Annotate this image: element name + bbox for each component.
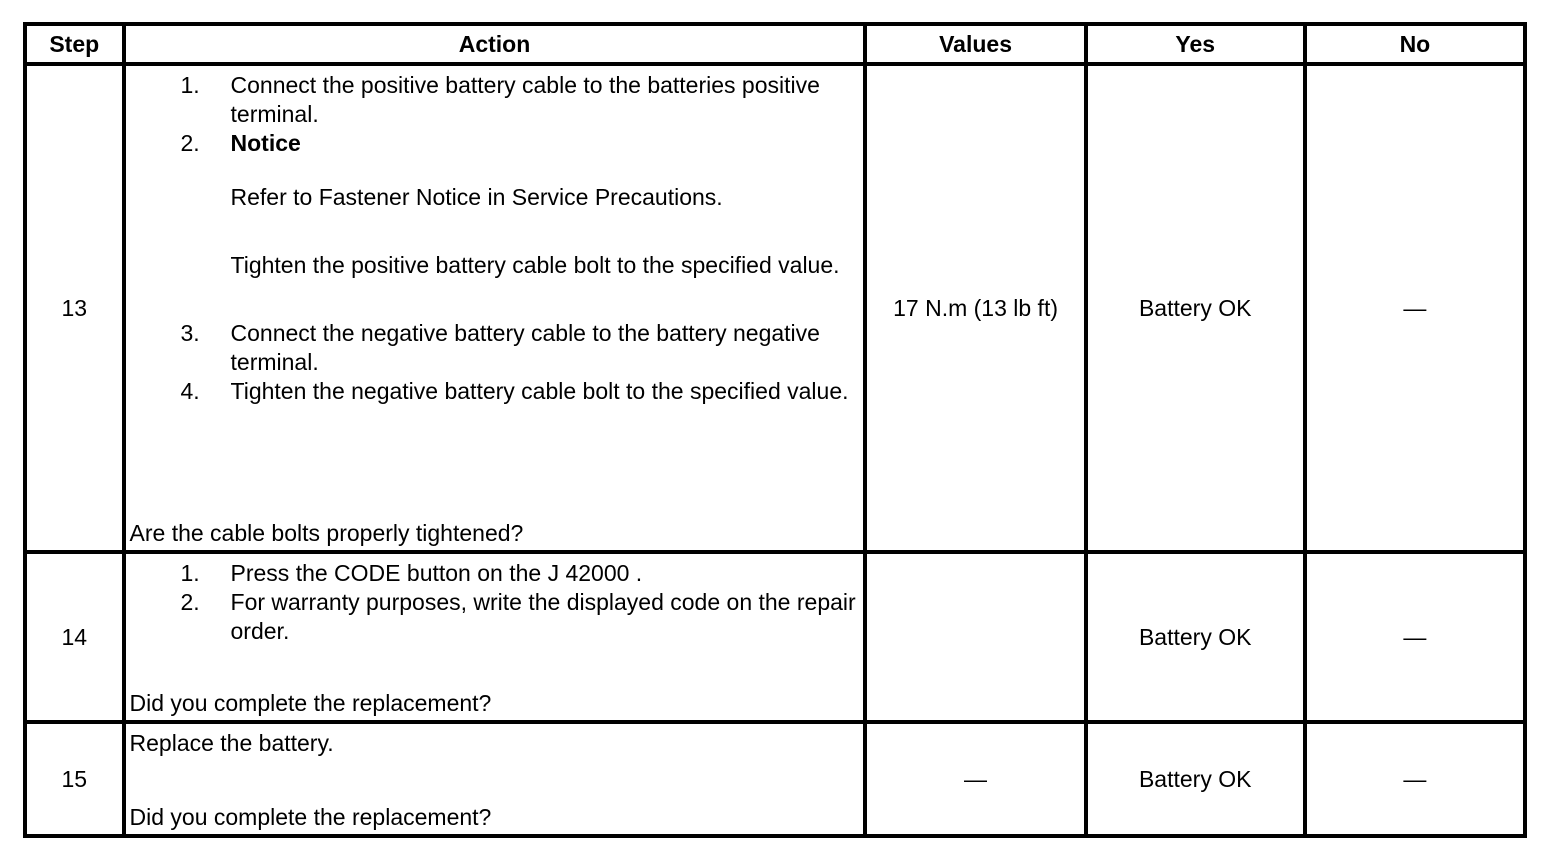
table-row [25, 722, 1525, 836]
yes-cell: Battery OK [1086, 64, 1305, 552]
item-text: Connect the positive battery cable to the batteries positive terminal. [230, 72, 820, 127]
header-values: Values [865, 24, 1085, 64]
action-cell [124, 64, 866, 552]
table-row [25, 64, 1525, 552]
question-text: Are the cable bolts properly tightened? [129, 520, 524, 546]
list-item [126, 319, 864, 377]
header-action: Action [124, 24, 866, 64]
no-cell [1305, 552, 1525, 722]
step-number: 14 [25, 552, 124, 722]
question-text: Did you complete the replacement? [129, 804, 492, 830]
item-number: 4. [180, 378, 200, 404]
action-cell [124, 722, 866, 836]
values-cell: 17 N.m (13 lb ft) [865, 64, 1085, 552]
table-row [25, 552, 1525, 722]
item-text: Connect the negative battery cable to the battery negative terminal. [230, 320, 820, 375]
step-number: 15 [25, 722, 124, 836]
no-cell [1305, 64, 1525, 552]
dash-mark: — [964, 765, 988, 792]
dash-mark: — [1403, 765, 1427, 792]
instruction-text: Tighten the positive battery cable bolt to the specified value. [230, 252, 840, 278]
question-text: Did you complete the replacement? [129, 690, 492, 716]
item-number: 1. [180, 560, 200, 586]
header-yes: Yes [1086, 24, 1305, 64]
no-cell [1305, 722, 1525, 836]
dash-mark: — [1403, 294, 1427, 321]
yes-cell: Battery OK [1086, 722, 1305, 836]
action-steps-list [126, 66, 864, 406]
item-text: For warranty purposes, write the displayed code on the repair order. [230, 589, 856, 644]
item-text: Tighten the negative battery cable bolt to the specified value. [230, 378, 849, 404]
action-cell [124, 552, 866, 722]
header-row [25, 24, 1525, 64]
list-item [126, 71, 864, 129]
dash-mark: — [1403, 623, 1427, 650]
values-cell [865, 722, 1085, 836]
list-item [126, 559, 864, 588]
item-number: 3. [180, 320, 200, 346]
step-number: 13 [25, 64, 124, 552]
procedure-table [23, 22, 1527, 838]
notice-text: Refer to Fastener Notice in Service Precautions. [230, 184, 723, 210]
notice-title: Notice [230, 130, 301, 156]
list-item [126, 129, 864, 280]
item-number: 1. [180, 72, 200, 98]
action-text: Replace the battery. [129, 730, 334, 756]
action-steps-list [126, 554, 864, 646]
values-cell [865, 552, 1085, 722]
item-text: Press the CODE button on the J 42000 . [230, 560, 643, 586]
header-step: Step [25, 24, 124, 64]
list-item [126, 377, 864, 406]
header-no: No [1305, 24, 1525, 64]
item-number: 2. [180, 589, 200, 615]
list-item [126, 588, 864, 646]
yes-cell: Battery OK [1086, 552, 1305, 722]
item-number: 2. [180, 130, 200, 156]
